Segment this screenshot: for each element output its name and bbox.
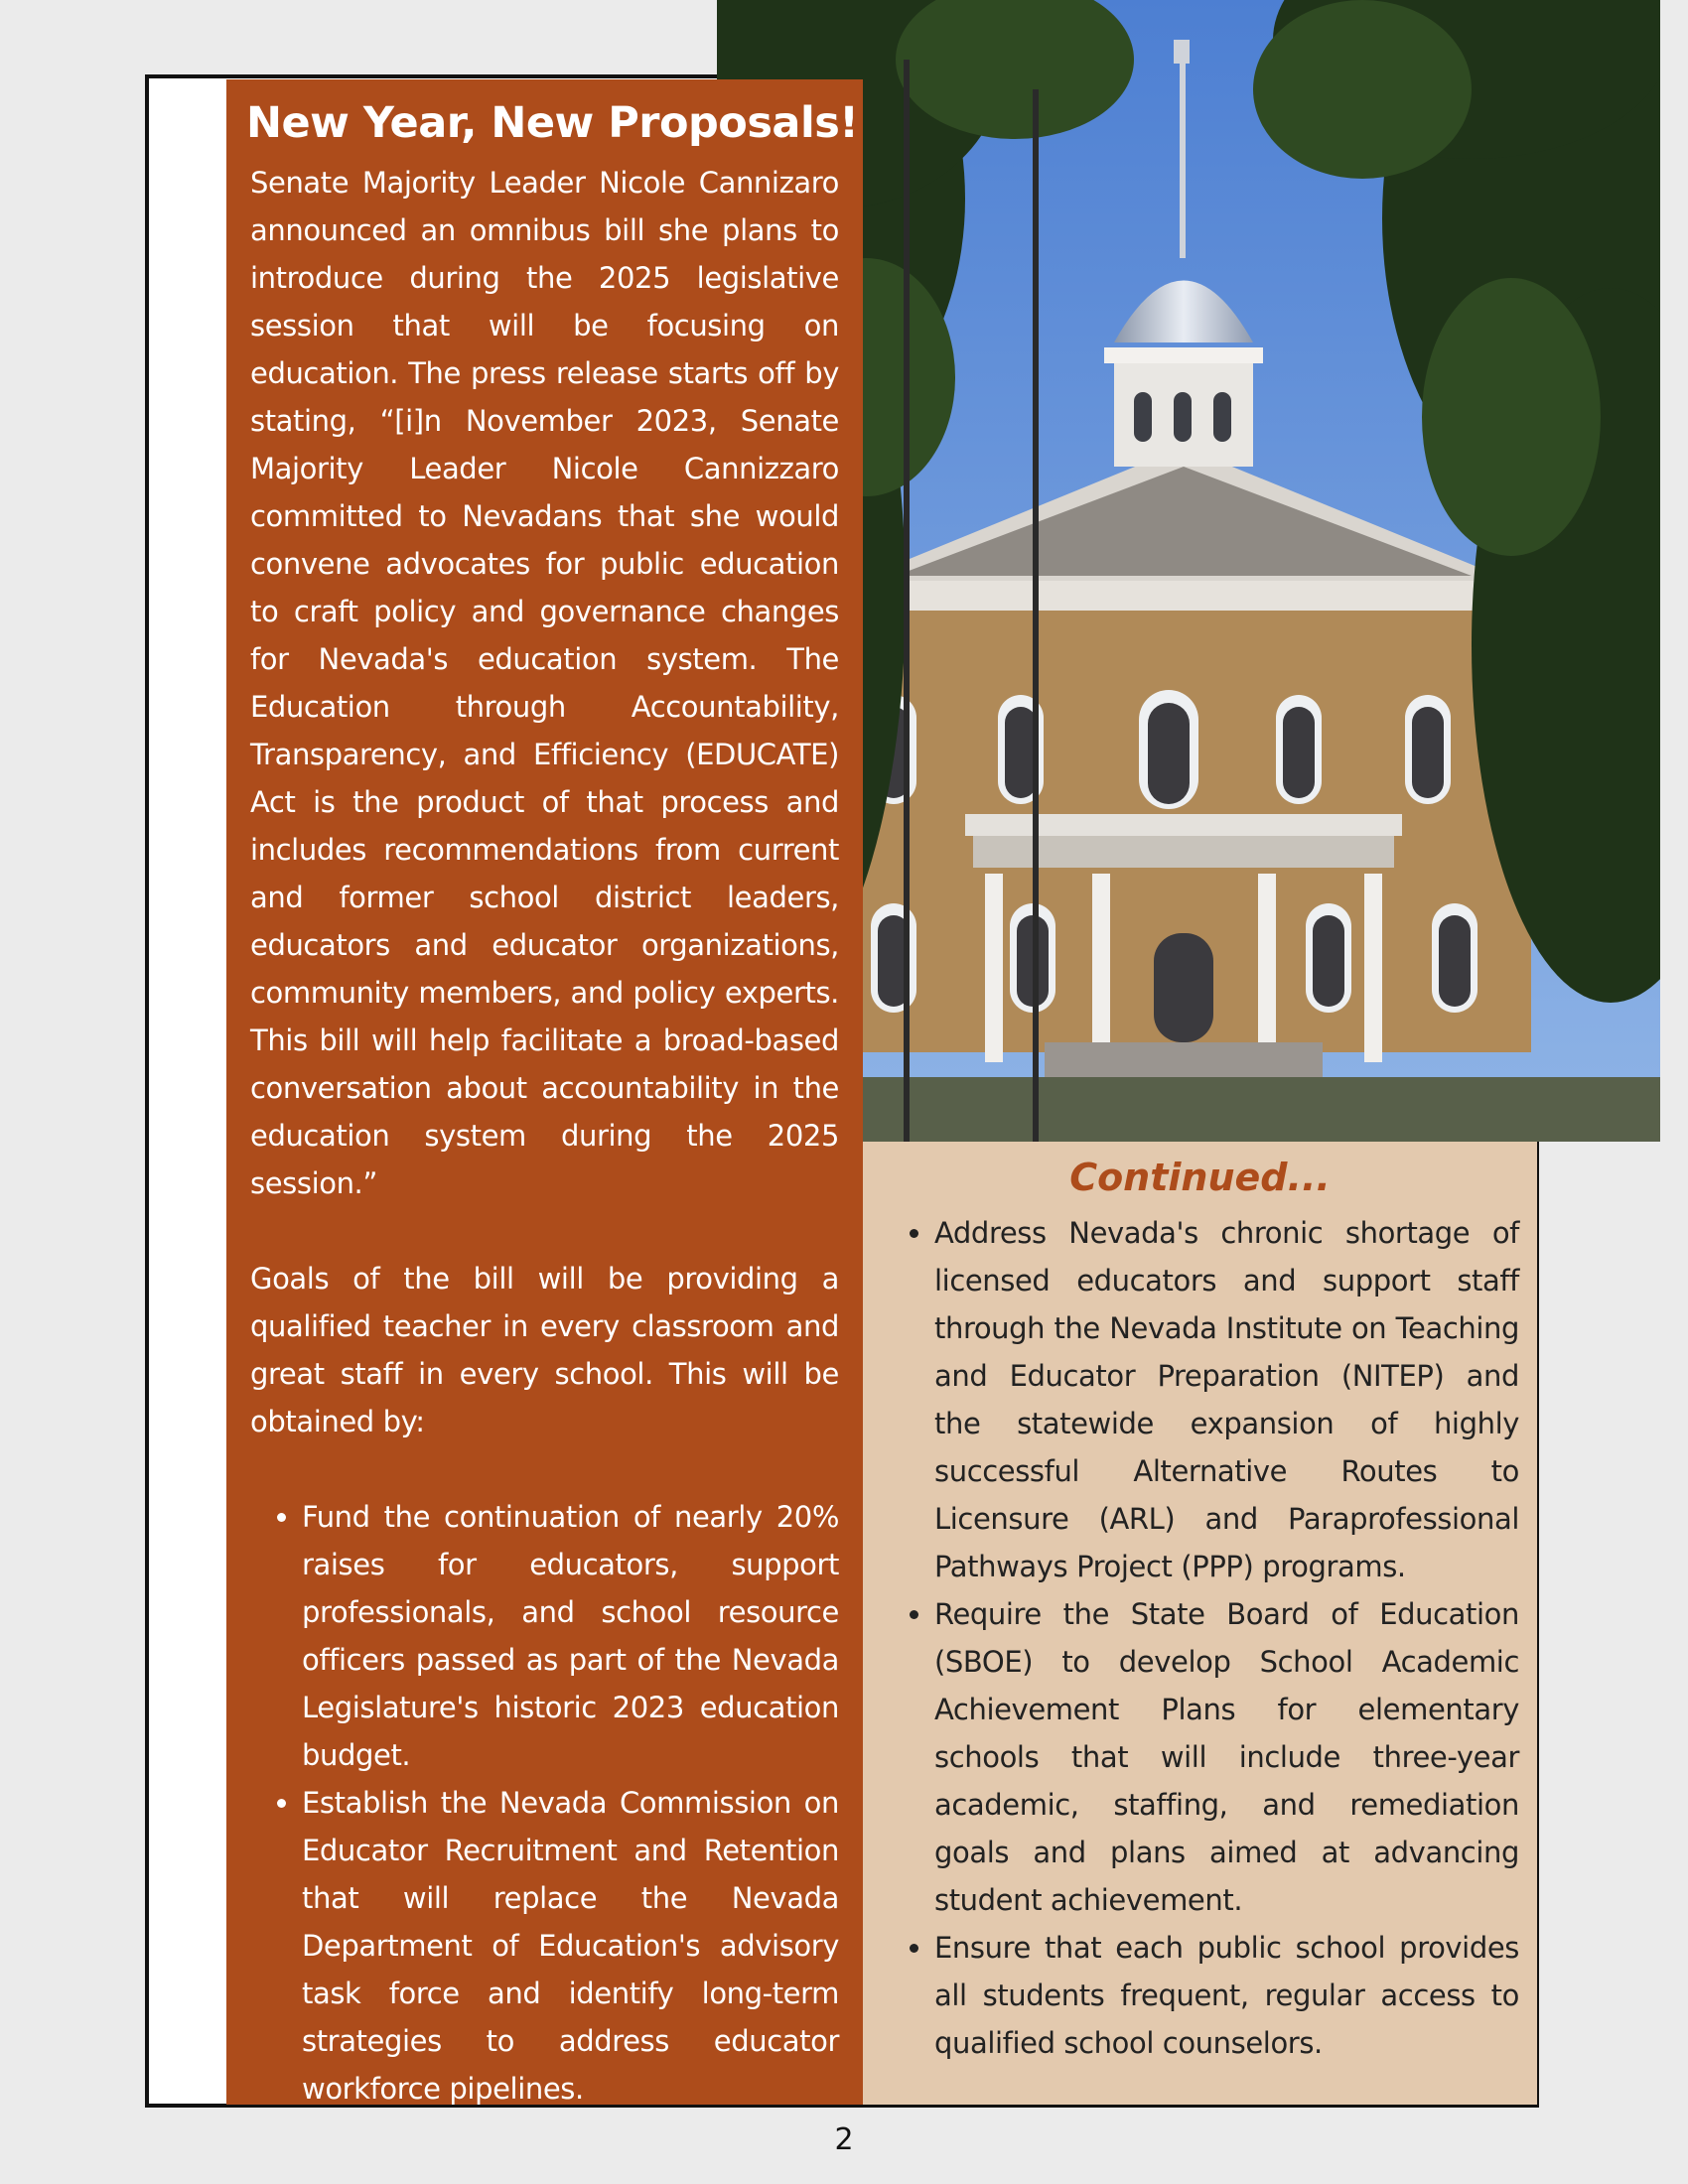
list-item: • Require the State Board of Education (SBOE) to develop School Academic Achievement Plans for elementary schools that will include three-year academic, staffing, and remediation goals and plans aimed at advancing student achievement. <box>934 1590 1519 1924</box>
continued-heading: Continued... <box>1069 1156 1331 1199</box>
continued-bullet-list <box>881 1209 1519 2067</box>
article-title: New Year, New Proposals! <box>246 98 859 148</box>
main-article-column <box>226 79 863 2105</box>
article-bullet-list <box>250 1493 839 2105</box>
list-item: • Ensure that each public school provides all students frequent, regular access to qualified school counselors. <box>934 1924 1519 2067</box>
article-paragraph-2: Goals of the bill will be providing a qualified teacher in every classroom and great staff in every school. This will be obtained by: <box>250 1262 839 1438</box>
page-number: 2 <box>834 2122 854 2157</box>
list-item: • Establish the Nevada Commission on Educator Recruitment and Retention that will replace the Nevada Department of Education's advisory task force and identify long-term strategies to address educator workforce pipelines. <box>302 1779 839 2105</box>
list-item: • Address Nevada's chronic shortage of licensed educators and support staff through the Nevada Institute on Teaching and Educator Preparation (NITEP) and the statewide expansion of highly successful Alternative Routes to Licensure (ARL) and Paraprofessional Pathways Project (PPP) programs. <box>934 1209 1519 1590</box>
article-paragraph-1: Senate Majority Leader Nicole Cannizaro announced an omnibus bill she plans to introduce during the 2025 legislative session that will be focusing on education. The press release starts off by stating, “[i]n November 2023, Senate Majority Leader Nicole Cannizzaro committed to Nevadans that she would convene advocates for public education to craft policy and governance changes for Nevada's education system. The Education through Accountability, Transparency, and Efficiency (EDUCATE) Act is the product of that process and includes recommendations from current and former school district leaders, educators and educator organizations, community members, and policy experts. This bill will help facilitate a broad-based conversation about accountability in the education system during the 2025 session.” <box>250 166 839 1200</box>
continued-column <box>863 1142 1537 2105</box>
list-item: • Fund the continuation of nearly 20% raises for educators, support professionals, and school resource officers passed as part of the Nevada Legislature's historic 2023 education budget. <box>302 1493 839 1779</box>
